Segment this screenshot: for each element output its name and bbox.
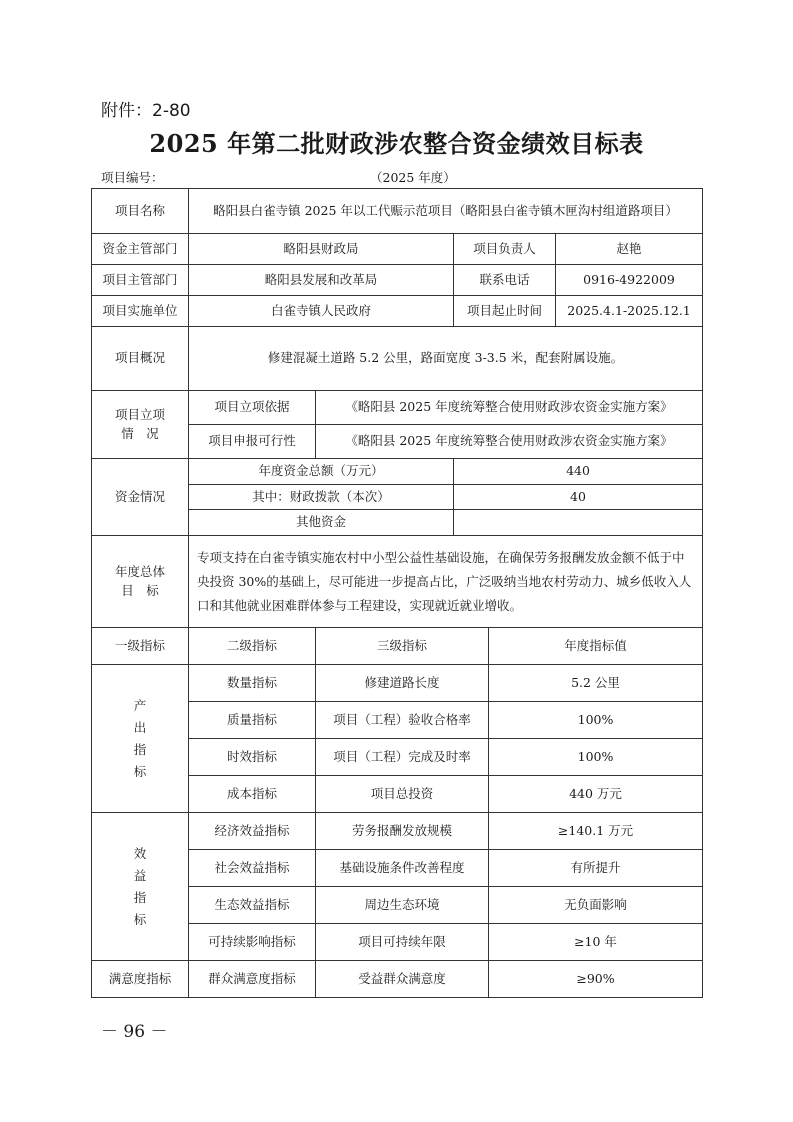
table-row xyxy=(92,665,703,702)
row-funds-total xyxy=(92,459,703,485)
impl-unit-value: 白雀寺镇人民政府 xyxy=(189,296,454,327)
goal-label xyxy=(92,536,189,628)
attachment-label: 附件：2-80 xyxy=(101,101,191,121)
project-number-label: 项目编号： xyxy=(101,170,164,185)
row-fund-dept xyxy=(92,234,703,265)
fund-dept-label: 资金主管部门 xyxy=(92,234,189,265)
leader-label: 项目负责人 xyxy=(454,234,556,265)
output-label-char: 产 xyxy=(133,697,147,713)
total-value: 440 xyxy=(454,459,703,485)
phone-label: 联系电话 xyxy=(454,265,556,296)
year-label: （2025 年度） xyxy=(370,170,456,185)
output-label-char: 出 xyxy=(133,719,147,735)
header-value: 年度指标值 xyxy=(489,628,703,665)
project-name-value: 略阳县白雀寺镇 2025 年以工代赈示范项目（略阳县白雀寺镇木匣沟村组道路项目） xyxy=(189,189,703,234)
level3-cell: 修建道路长度 xyxy=(316,665,489,702)
level2-cell: 社会效益指标 xyxy=(189,850,316,887)
level2-cell: 生态效益指标 xyxy=(189,887,316,924)
fiscal-label: 其中：财政拨款（本次） xyxy=(189,485,454,510)
impl-unit-label: 项目实施单位 xyxy=(92,296,189,327)
fiscal-value: 40 xyxy=(454,485,703,510)
row-project-name xyxy=(92,189,703,234)
level2-cell: 时效指标 xyxy=(189,739,316,776)
phone-value: 0916-4922009 xyxy=(556,265,703,296)
other-label: 其他资金 xyxy=(189,510,454,536)
basis-label: 项目立项依据 xyxy=(189,391,316,425)
level3-cell: 周边生态环境 xyxy=(316,887,489,924)
overview-value: 修建混凝土道路 5.2 公里，路面宽度 3-3.5 米，配套附属设施。 xyxy=(189,327,703,391)
performance-target-table xyxy=(91,188,703,998)
period-value: 2025.4.1-2025.12.1 xyxy=(556,296,703,327)
level3-cell: 受益群众满意度 xyxy=(316,961,489,998)
project-dept-label: 项目主管部门 xyxy=(92,265,189,296)
benefit-label-char: 标 xyxy=(133,911,147,927)
page-number: － 96 － xyxy=(101,1022,168,1042)
level2-cell: 群众满意度指标 xyxy=(189,961,316,998)
other-value xyxy=(454,510,703,536)
project-dept-value: 略阳县发展和改革局 xyxy=(189,265,454,296)
value-cell: ≥90% xyxy=(489,961,703,998)
level3-cell: 项目（工程）完成及时率 xyxy=(316,739,489,776)
header-level3: 三级指标 xyxy=(316,628,489,665)
goal-value: 专项支持在白雀寺镇实施农村中小型公益性基础设施，在确保劳务报酬发放金额不低于中央投资 30%的基础上，尽可能进一步提高占比，广泛吸纳当地农村劳动力、城乡低收入人口和其他就业困难群体参与工程建设，实现就近就业增收。 xyxy=(189,536,703,628)
value-cell: 有所提升 xyxy=(489,850,703,887)
level3-cell: 基础设施条件改善程度 xyxy=(316,850,489,887)
goal-label-line2: 目 标 xyxy=(121,582,159,598)
total-label: 年度资金总额（万元） xyxy=(189,459,454,485)
row-impl-unit xyxy=(92,296,703,327)
level2-cell: 数量指标 xyxy=(189,665,316,702)
satisfaction-row xyxy=(92,961,703,998)
funds-label: 资金情况 xyxy=(92,459,189,536)
page-title: 2025 年第二批财政涉农整合资金绩效目标表 xyxy=(149,129,644,158)
row-approval-basis xyxy=(92,391,703,425)
level3-cell: 项目总投资 xyxy=(316,776,489,813)
level2-cell: 质量指标 xyxy=(189,702,316,739)
benefit-group-label xyxy=(92,813,189,961)
level2-cell: 成本指标 xyxy=(189,776,316,813)
value-cell: ≥10 年 xyxy=(489,924,703,961)
benefit-label-char: 指 xyxy=(133,889,147,905)
period-label: 项目起止时间 xyxy=(454,296,556,327)
feasibility-label: 项目申报可行性 xyxy=(189,425,316,459)
satisfaction-level1: 满意度指标 xyxy=(92,961,189,998)
output-label-char: 标 xyxy=(133,763,147,779)
basis-value: 《略阳县 2025 年度统筹整合使用财政涉农资金实施方案》 xyxy=(316,391,703,425)
output-label-char: 指 xyxy=(133,741,147,757)
row-project-dept xyxy=(92,265,703,296)
header-level2: 二级指标 xyxy=(189,628,316,665)
value-cell: 5.2 公里 xyxy=(489,665,703,702)
benefit-label-char: 益 xyxy=(133,867,147,883)
row-overview xyxy=(92,327,703,391)
table-row xyxy=(92,813,703,850)
row-goal xyxy=(92,536,703,628)
value-cell: 100% xyxy=(489,739,703,776)
fund-dept-value: 略阳县财政局 xyxy=(189,234,454,265)
level3-cell: 项目可持续年限 xyxy=(316,924,489,961)
level2-cell: 经济效益指标 xyxy=(189,813,316,850)
overview-label: 项目概况 xyxy=(92,327,189,391)
level3-cell: 项目（工程）验收合格率 xyxy=(316,702,489,739)
value-cell: 无负面影响 xyxy=(489,887,703,924)
level3-cell: 劳务报酬发放规模 xyxy=(316,813,489,850)
approval-label xyxy=(92,391,189,459)
indicator-header-row xyxy=(92,628,703,665)
goal-label-line1: 年度总体 xyxy=(114,563,165,579)
output-group-label xyxy=(92,665,189,813)
level2-cell: 可持续影响指标 xyxy=(189,924,316,961)
project-name-label: 项目名称 xyxy=(92,189,189,234)
approval-label-line2: 情 况 xyxy=(121,425,159,441)
value-cell: 440 万元 xyxy=(489,776,703,813)
benefit-label-char: 效 xyxy=(133,845,147,861)
feasibility-value: 《略阳县 2025 年度统筹整合使用财政涉农资金实施方案》 xyxy=(316,425,703,459)
leader-value: 赵艳 xyxy=(556,234,703,265)
approval-label-line1: 项目立项 xyxy=(114,406,165,422)
header-level1: 一级指标 xyxy=(92,628,189,665)
value-cell: 100% xyxy=(489,702,703,739)
value-cell: ≥140.1 万元 xyxy=(489,813,703,850)
